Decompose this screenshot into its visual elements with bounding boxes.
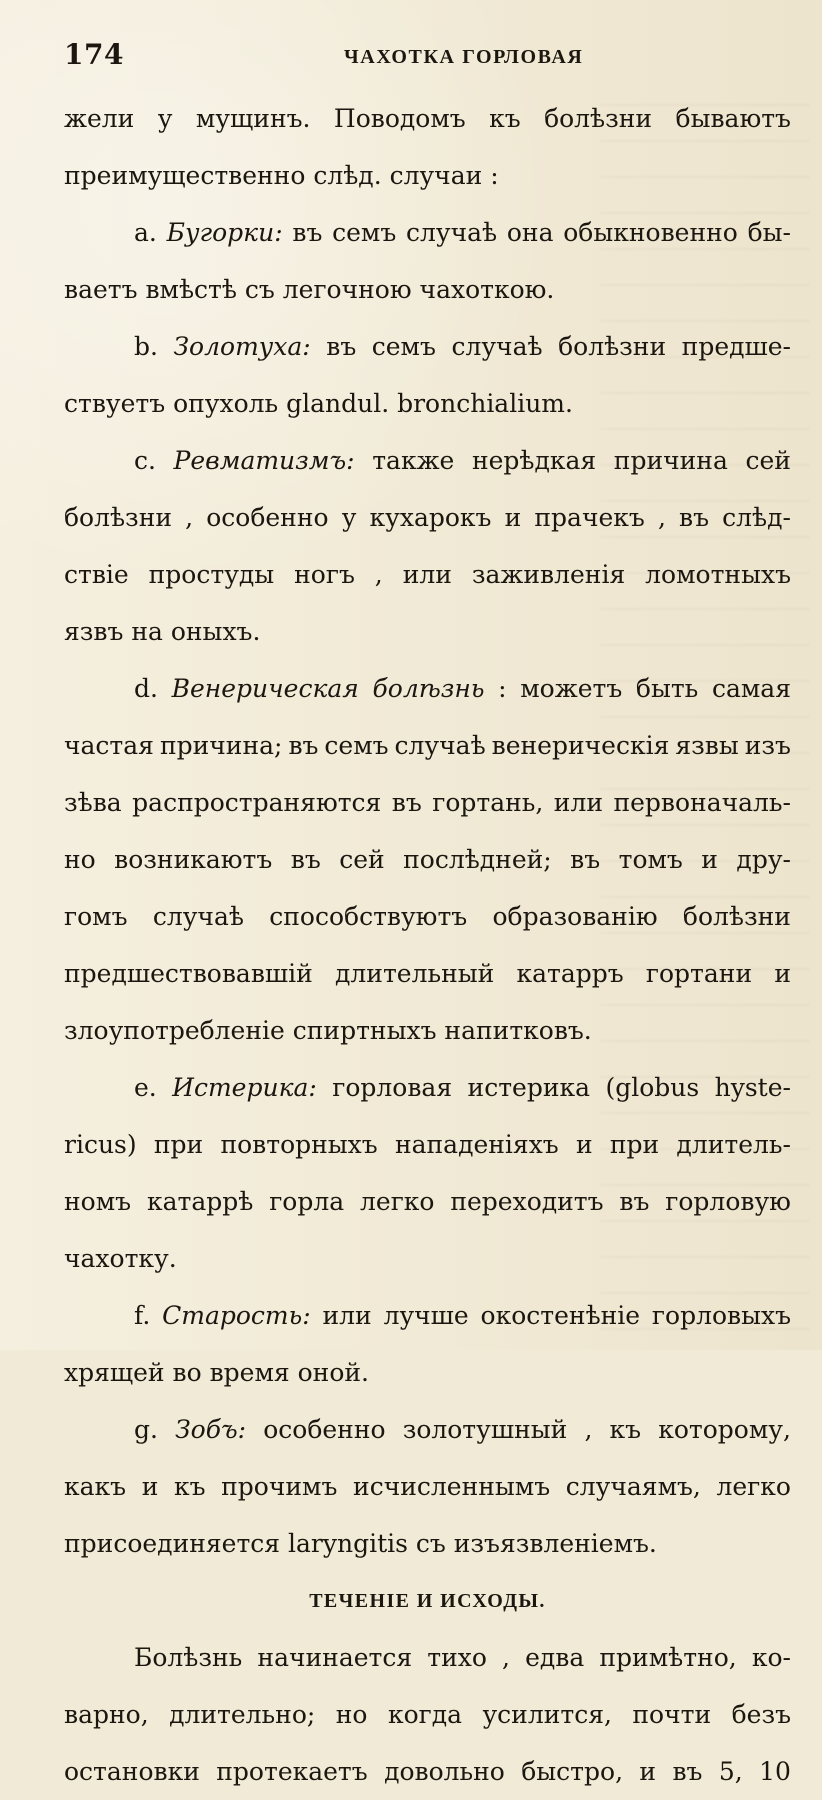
word: безъ — [731, 1700, 791, 1729]
word: въ — [619, 1187, 650, 1216]
text-line — [64, 1686, 791, 1743]
word: и — [774, 959, 791, 988]
word: почти — [632, 1700, 712, 1729]
word: томъ — [618, 845, 683, 874]
word: и — [575, 1130, 593, 1159]
word: Зобъ: — [175, 1415, 247, 1444]
word: Болѣзнь — [134, 1643, 243, 1672]
word: довольно — [384, 1757, 505, 1786]
text-fragment: язвъ на оныхъ. — [64, 617, 261, 646]
word: быть — [635, 674, 699, 703]
word: или — [322, 1301, 372, 1330]
word: болѣзнь — [372, 674, 485, 703]
text-line — [64, 1344, 791, 1401]
word: , — [584, 1415, 593, 1444]
word: Бугорки: — [166, 218, 283, 247]
text-fragment: хрящей во время оной. — [64, 1358, 370, 1387]
word: кухарокъ — [369, 503, 492, 532]
word: Старость: — [162, 1301, 311, 1330]
text-line — [64, 888, 791, 945]
text-line — [64, 1173, 791, 1230]
text-fragment: преимущественно слѣд. случаи : — [64, 161, 499, 190]
word: она — [506, 218, 554, 247]
text-line — [64, 1458, 791, 1515]
word: въ — [391, 788, 422, 817]
word: въ — [288, 731, 319, 760]
word: предше- — [681, 332, 791, 361]
text-fragment: ствуетъ опухоль glandul. bronchialium. — [64, 389, 573, 418]
text-line — [64, 945, 791, 1002]
word: и — [701, 845, 718, 874]
word: въ — [672, 1757, 703, 1786]
text-line — [64, 1515, 791, 1572]
text-line — [64, 1743, 791, 1800]
word: болѣзни — [682, 902, 791, 931]
text-line — [64, 1401, 791, 1458]
word: причина — [613, 446, 728, 475]
word: номъ — [64, 1187, 132, 1216]
word: въ — [326, 332, 357, 361]
text-line — [64, 432, 791, 489]
word: распространяются — [132, 788, 382, 817]
word: случаѣ — [451, 332, 543, 361]
word: первоначаль- — [613, 788, 791, 817]
word: особенно — [206, 503, 329, 532]
word: зѣва — [64, 788, 122, 817]
word: (globus — [605, 1073, 700, 1102]
word: d. — [134, 674, 158, 703]
word: длительный — [335, 959, 495, 988]
word: ствіе — [64, 560, 129, 589]
word: болѣзни — [64, 503, 173, 532]
word: золотушный — [402, 1415, 568, 1444]
word: ricus) — [64, 1130, 137, 1159]
word: случаѣ — [152, 902, 244, 931]
text-line — [64, 261, 791, 318]
word: возникаютъ — [114, 845, 273, 874]
word: и — [141, 1472, 159, 1501]
word: гортани — [645, 959, 753, 988]
text-line — [64, 375, 791, 432]
word: исчисленнымъ — [353, 1472, 551, 1501]
word: болѣзни — [544, 104, 653, 133]
word: какъ — [64, 1472, 127, 1501]
word: у — [157, 104, 173, 133]
word: b. — [134, 332, 158, 361]
text-line — [64, 1002, 791, 1059]
word: Венерическая — [171, 674, 359, 703]
word: примѣтно, — [599, 1643, 737, 1672]
word: истерика — [467, 1073, 591, 1102]
text-line — [64, 1059, 791, 1116]
body-text — [64, 90, 791, 1800]
word: жели — [64, 104, 135, 133]
word: или — [553, 788, 603, 817]
word: a. — [134, 218, 157, 247]
word: катарръ — [516, 959, 624, 988]
running-header: ЧАХОТКА ГОРЛОВАЯ — [344, 46, 584, 68]
word: начинается — [257, 1643, 413, 1672]
text-line — [64, 660, 791, 717]
word: къ — [489, 104, 521, 133]
word: длительно; — [169, 1700, 316, 1729]
text-line — [64, 1629, 791, 1686]
word: венерическія — [491, 731, 670, 760]
word: въ — [570, 845, 601, 874]
word: усилится, — [482, 1700, 612, 1729]
word: изъ — [744, 731, 791, 760]
word: 5, — [718, 1757, 743, 1786]
word: легко — [716, 1472, 791, 1501]
text-line — [64, 318, 791, 375]
word: Золотуха: — [173, 332, 311, 361]
word: бы- — [747, 218, 791, 247]
text-line — [64, 774, 791, 831]
word: но — [64, 845, 96, 874]
text-fragment: чахотку. — [64, 1244, 177, 1273]
word: въ — [292, 218, 323, 247]
text-line — [64, 489, 791, 546]
word: нападеніяхъ — [394, 1130, 559, 1159]
word: обыкновенно — [563, 218, 738, 247]
text-fragment: злоупотребленіе спиртныхъ напитковъ. — [64, 1016, 592, 1045]
text-line — [64, 1230, 791, 1287]
word: особенно — [263, 1415, 386, 1444]
word: послѣдней; — [403, 845, 552, 874]
word: быстро, — [521, 1757, 624, 1786]
word: причина; — [159, 731, 283, 760]
word: или — [402, 560, 452, 589]
word: и — [504, 503, 522, 532]
word: случаѣ — [406, 218, 498, 247]
word: въ — [290, 845, 321, 874]
text-line — [64, 204, 791, 261]
text-line — [64, 147, 791, 204]
word: также — [372, 446, 455, 475]
word: остановки — [64, 1757, 200, 1786]
word: g. — [134, 1415, 158, 1444]
word: предшествовавшій — [64, 959, 313, 988]
word: варно, — [64, 1700, 149, 1729]
word: Истерика: — [172, 1073, 317, 1102]
word: , — [502, 1643, 510, 1672]
word: лучше — [383, 1301, 469, 1330]
word: , — [185, 503, 194, 532]
word: частая — [64, 731, 154, 760]
word: болѣзни — [558, 332, 667, 361]
text-line — [64, 546, 791, 603]
word: которому, — [658, 1415, 791, 1444]
word: дру- — [736, 845, 791, 874]
word: но — [335, 1700, 368, 1729]
word: и — [639, 1757, 657, 1786]
word: прочимъ — [221, 1472, 338, 1501]
word: семъ — [324, 731, 389, 760]
page-number: 174 — [64, 38, 124, 71]
word: горловыхъ — [651, 1301, 791, 1330]
word: катаррѣ — [146, 1187, 254, 1216]
word: Поводомъ — [333, 104, 466, 133]
word: горловая — [332, 1073, 453, 1102]
word: hyste- — [714, 1073, 791, 1102]
word: c. — [134, 446, 156, 475]
word: 10 — [759, 1757, 791, 1786]
word: нерѣдкая — [471, 446, 597, 475]
word: гомъ — [64, 902, 128, 931]
word: при — [153, 1130, 204, 1159]
word: легко — [360, 1187, 435, 1216]
word: : — [498, 674, 507, 703]
word: способствуютъ — [269, 902, 468, 931]
word: переходитъ — [450, 1187, 604, 1216]
word: ко- — [751, 1643, 791, 1672]
word: случаѣ — [394, 731, 486, 760]
word: длитель- — [676, 1130, 791, 1159]
text-line — [64, 1287, 791, 1344]
word: сей — [745, 446, 791, 475]
word: въ — [679, 503, 710, 532]
word: простуды — [148, 560, 275, 589]
word: случаямъ, — [565, 1472, 701, 1501]
word: , — [657, 503, 666, 532]
word: Ревматизмъ: — [173, 446, 355, 475]
word: повторныхъ — [220, 1130, 378, 1159]
word: ломотныхъ — [645, 560, 791, 589]
word: при — [609, 1130, 660, 1159]
section-heading: ТЕЧЕНІЕ И ИСХОДЫ. — [309, 1589, 546, 1612]
word: семъ — [371, 332, 436, 361]
word: едва — [525, 1643, 585, 1672]
text-line — [64, 831, 791, 888]
word: семъ — [332, 218, 397, 247]
word: язвы — [675, 731, 739, 760]
word: e. — [134, 1073, 157, 1102]
word: образованію — [492, 902, 658, 931]
text-fragment: ваетъ вмѣстѣ съ легочною чахоткою. — [64, 275, 555, 304]
word: протекаетъ — [216, 1757, 368, 1786]
word: можетъ — [520, 674, 623, 703]
word: прачекъ — [534, 503, 645, 532]
word: заживленія — [471, 560, 626, 589]
word: къ — [173, 1472, 206, 1501]
word: ногъ — [294, 560, 355, 589]
text-line — [64, 1116, 791, 1173]
word: слѣд- — [722, 503, 791, 532]
word: горловую — [665, 1187, 791, 1216]
word: , — [374, 560, 383, 589]
word: горла — [269, 1187, 345, 1216]
word: у — [341, 503, 357, 532]
word: къ — [609, 1415, 642, 1444]
word: тихо — [427, 1643, 487, 1672]
word: бываютъ — [675, 104, 791, 133]
word: гортань, — [432, 788, 544, 817]
text-fragment: присоединяется laryngitis съ изъязвленіемъ. — [64, 1529, 657, 1558]
word: окостенѣніе — [480, 1301, 641, 1330]
word: сей — [339, 845, 385, 874]
word: f. — [134, 1301, 151, 1330]
text-line — [64, 717, 791, 774]
word: самая — [711, 674, 791, 703]
word: мущинъ. — [195, 104, 311, 133]
text-line — [64, 603, 791, 660]
word: когда — [387, 1700, 463, 1729]
text-line — [64, 90, 791, 147]
